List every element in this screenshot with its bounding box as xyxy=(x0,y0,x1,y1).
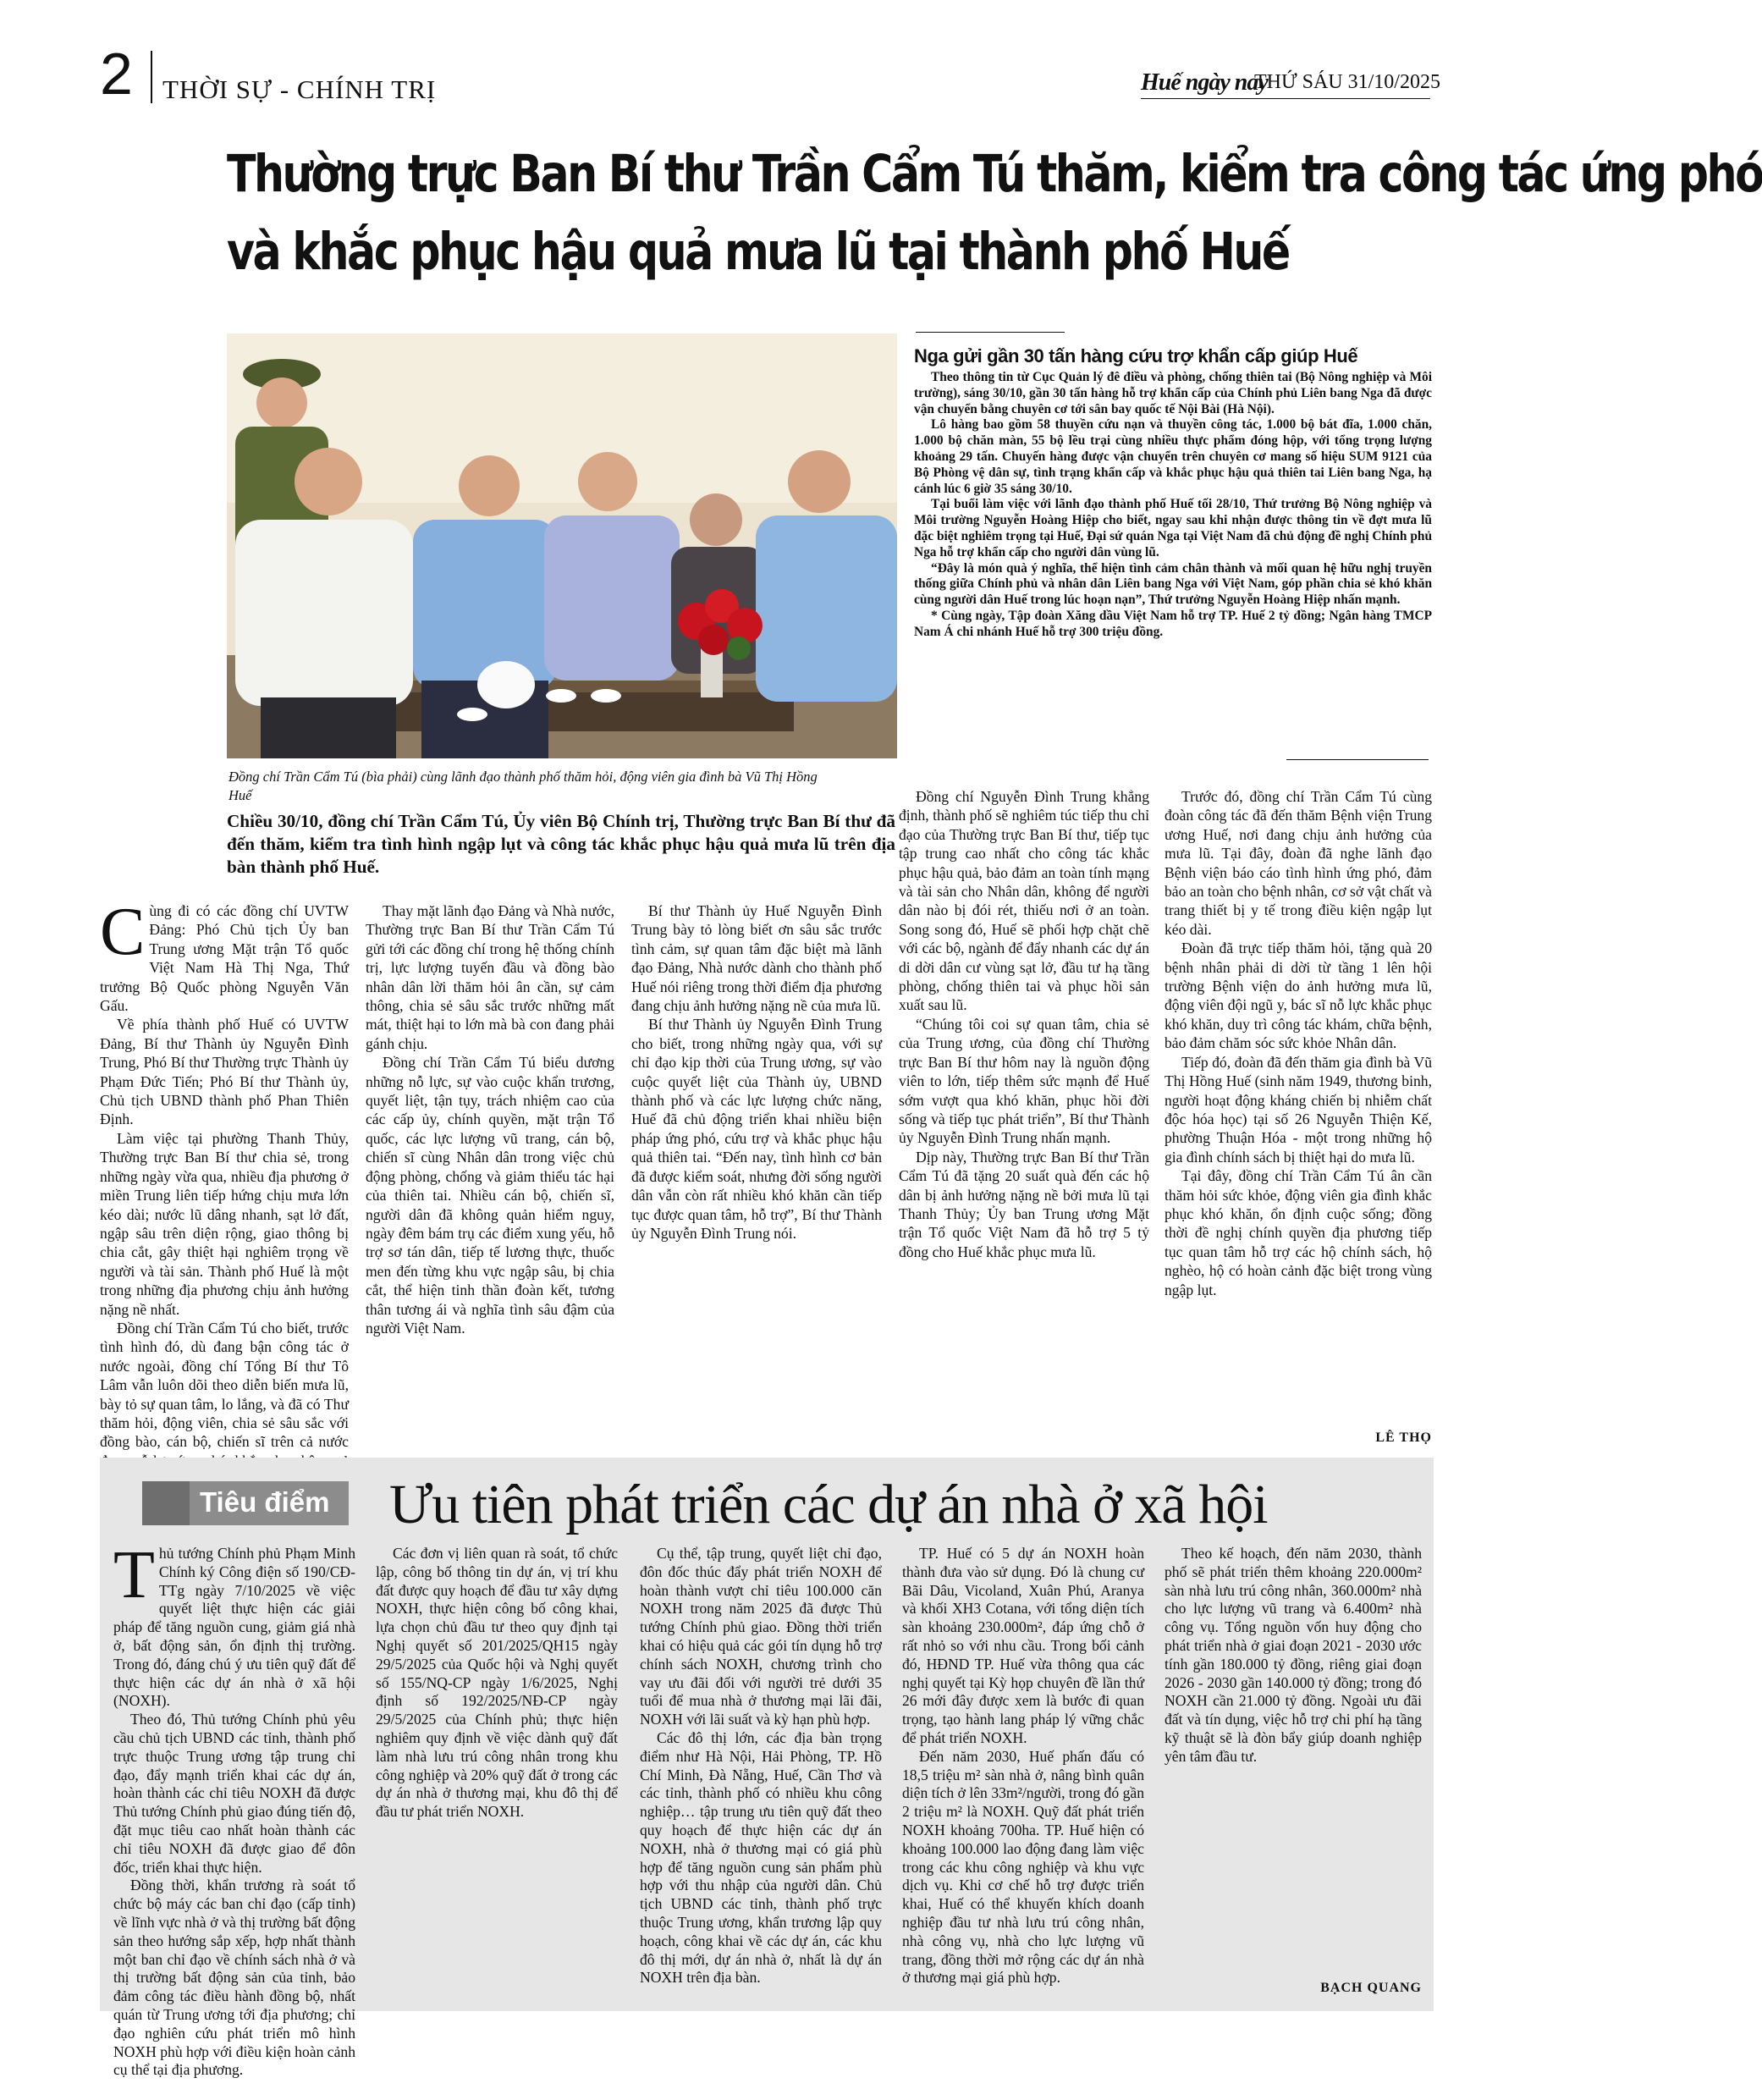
photo-caption: Đồng chí Trần Cẩm Tú (bìa phải) cùng lãnh đạo thành phố thăm hỏi, động viên gia đình bà Vũ Thị Hồng Huế xyxy=(229,769,818,803)
article-paragraph: Bí thư Thành ủy Huế Nguyễn Đình Trung bày tỏ lòng biết ơn sâu sắc trước tình cảm, sự quan tâm đặc biệt mà lãnh đạo Đảng, Nhà nước dành cho thành phố Huế nói riêng trong thời điểm địa phương đang chịu ảnh hưởng nặng nề của mưa lũ. xyxy=(631,902,882,1015)
article-column-1 xyxy=(100,895,349,1490)
focus-label-text: Tiêu điểm xyxy=(200,1486,330,1518)
article-column-2 xyxy=(366,901,614,1337)
article-column-3 xyxy=(631,901,882,1243)
focus-paragraph: Cụ thể, tập trung, quyết liệt chỉ đạo, đôn đốc thúc đẩy phát triển NOXH để hoàn thành vượt chỉ tiêu 100.000 căn NOXH trong năm 2025 đã được Thủ tướng Chính phủ giao. Đồng thời triển khai có hiệu quả các gói tín dụng hỗ trợ chính sách NOXH, chương trình cho vay ưu đãi đối với người trẻ dưới 35 tuổi để mua nhà ở thương mại lãi đãi, NOXH với lãi suất và kỳ hạn phù hợp. xyxy=(640,1545,882,1728)
issue-date: THỨ SÁU 31/10/2025 xyxy=(1254,71,1440,93)
sidebar-paragraph: “Đây là món quà ý nghĩa, thể hiện tình cảm chân thành và mối quan hệ hữu nghị truyền thống giữa Chính phủ và nhân dân Liên bang Nga với Việt Nam, góp phần chia sẻ khó khăn cùng người dân Huế trong lúc hoạn nạn”, Thứ trưởng Nguyễn Hoàng Hiệp nhấn mạnh. xyxy=(914,560,1432,608)
article-paragraph: Trước đó, đồng chí Trần Cẩm Tú cùng đoàn công tác đã đến thăm Bệnh viện Trung ương Huế, nơi đang chịu ảnh hưởng của mưa lũ. Tại đây, đoàn đã nghe lãnh đạo Bệnh viện báo cáo tình hình ứng phó, đảm bảo an toàn cho bệnh nhân, cơ sở vật chất và trang thiết bị y tế trong điều kiện ngập lụt kéo dài. xyxy=(1165,788,1432,938)
sidebar-russia-aid xyxy=(914,345,1432,641)
article-paragraph: Đoàn đã trực tiếp thăm hỏi, tặng quà 20 bệnh nhân phải di dời từ tầng 1 lên hội trường Bệnh viện do ảnh hưởng mưa lũ, động viên đội ngũ y, bác sĩ nỗ lực khắc phục khó khăn, duy trì công tác khám, chữa bệnh, bảo đảm chăm sóc sức khỏe Nhân dân. xyxy=(1165,940,1432,1052)
article-paragraph: Đồng chí Trần Cẩm Tú biểu dương những nỗ lực, sự vào cuộc khẩn trương, quyết liệt, tận tụy, trách nhiệm cao của các cấp ủy, chính quyền, mặt trận Tổ quốc, các lực lượng vũ trang, cán bộ, chiến sĩ cùng Nhân dân trong việc chủ động phòng, chống và giảm thiểu tác hại của thiên tai. Nhiều cán bộ, chiến sĩ, người dân đã không quản hiểm nguy, ngày đêm bám trụ các điểm xung yếu, hỗ trợ sơ tán dân, tiếp tế lương thực, thuốc men đến từng khu vực ngập sâu, bị chia cắt, thể hiện tinh thần đoàn kết, tương thân tương ái và nghĩa tình sâu đậm của người Việt Nam. xyxy=(366,1054,614,1337)
article-paragraph: Tại đây, đồng chí Trần Cẩm Tú ân cần thăm hỏi sức khỏe, động viên gia đình khắc phục khó khăn, ổn định cuộc sống; đồng thời đề nghị chính quyền địa phương tiếp tục quan tâm hỗ trợ các hộ chính sách, hộ nghèo, hộ có hoàn cảnh đặc biệt trong vùng ngập lụt. xyxy=(1165,1167,1432,1298)
article-paragraph: “Chúng tôi coi sự quan tâm, chia sẻ của Trung ương, của đồng chí Thường trực Ban Bí thư hôm nay là nguồn động viên to lớn, tiếp thêm sức mạnh để Huế sớm vượt qua khó khăn, phục hồi đời sống và tiếp tục phát triển”, Bí thư Thành ủy Nguyễn Đình Trung nhấn mạnh. xyxy=(899,1015,1149,1147)
sidebar-bottom-rule xyxy=(1286,759,1429,760)
article-column-5 xyxy=(1165,787,1432,1299)
sidebar-top-rule xyxy=(916,332,1065,333)
focus-headline: Ưu tiên phát triển các dự án nhà ở xã hội xyxy=(389,1474,1268,1535)
focus-paragraph: hủ tướng Chính phủ Phạm Minh Chính ký Công điện số 190/CĐ-TTg ngày 7/10/2025 về việc quyết liệt thực hiện các giải pháp để tăng nguồn cung, giảm giá nhà ở, bất động sản, ổn định thị trường. Trong đó, đáng chú ý ưu tiên quỹ đất để thực hiện các dự án nhà ở xã hội (NOXH). xyxy=(113,1545,355,1710)
focus-column-2 xyxy=(376,1545,618,1822)
article-paragraph: Thay mặt lãnh đạo Đảng và Nhà nước, Thường trực Ban Bí thư Trần Cẩm Tú gửi tới các đồng chí trong hệ thống chính trị, lực lượng tuyến đầu và đồng bào nhân dân lời thăm hỏi ân cần, sự cảm thông, chia sẻ sâu sắc trước những mất mát, thiệt hại to lớn mà bà con đang phải gánh chịu. xyxy=(366,902,614,1052)
header-rule xyxy=(1141,98,1430,99)
article-paragraph: Làm việc tại phường Thanh Thủy, Thường trực Ban Bí thư chia sẻ, trong những ngày vừa qua, nhiều địa phương ở miền Trung liên tiếp hứng chịu mưa lớn kéo dài; nước lũ dâng nhanh, sạt lở đất, ngập sâu trên diện rộng, giao thông bị chia cắt, gây thiệt hại nghiêm trọng về người và tài sản. Thành phố Huế là một trong những địa phương chịu ảnh hưởng nặng nề nhất. xyxy=(100,1129,349,1318)
article-lead: Chiều 30/10, đồng chí Trần Cẩm Tú, Ủy viên Bộ Chính trị, Thường trực Ban Bí thư đã đến thăm, kiểm tra tình hình ngập lụt và công tác khắc phục hậu quả mưa lũ trên địa bàn thành phố Huế. xyxy=(227,811,895,877)
article-paragraph: Bí thư Thành ủy Nguyễn Đình Trung cho biết, trong những ngày qua, với sự chỉ đạo kịp thời của Trung ương, sự vào cuộc quyết liệt của Thành ủy, UBND thành phố và các lực lượng chức năng, Huế đã chủ động triển khai nhiều biện pháp ứng phó, cứu trợ và khắc phục hậu quả thiên tai. “Đến nay, tình hình cơ bản đã được kiểm soát, nhưng đời sống người dân vẫn còn rất nhiều khó khăn cần tiếp tục được quan tâm, hỗ trợ”, Bí thư Thành ủy Nguyễn Đình Trung nói. xyxy=(631,1016,882,1242)
main-headline xyxy=(227,135,1762,291)
article-paragraph: Dịp này, Thường trực Ban Bí thư Trần Cẩm Tú đã tặng 20 suất quà đến các hộ dân bị ảnh hưởng nặng nề bởi mưa lũ tại Thanh Thủy; Ủy ban Trung ương Mặt trận Tổ quốc Việt Nam đã hỗ trợ 5 tỷ đồng cho Huế khắc phục mưa lũ. xyxy=(899,1148,1149,1260)
article-paragraph: Về phía thành phố Huế có UVTW Đảng, Bí thư Thành ủy Nguyễn Đình Trung, Phó Bí thư Thường trực Thành ủy Phạm Đức Tiến; Phó Bí thư Thành ủy, Chủ tịch UBND thành phố Phan Thiên Định. xyxy=(100,1016,349,1128)
sidebar-paragraph: Theo thông tin từ Cục Quản lý đê điều và phòng, chống thiên tai (Bộ Nông nghiệp và Môi trường), sáng 30/10, gần 30 tấn hàng hỗ trợ khẩn cấp của Chính phủ Liên bang Nga đã được vận chuyển bằng chuyên cơ tới sân bay quốc tế Nội Bài (Hà Nội). xyxy=(914,370,1432,416)
focus-paragraph: TP. Huế có 5 dự án NOXH hoàn thành đưa vào sử dụng. Đó là chung cư Bãi Dâu, Vicoland, Xuân Phú, Aranya và khối XH3 Cotana, với tổng diện tích sàn khoảng 230.000m², đáp ứng chỗ ở rất nhỏ so với nhu cầu. Trong bối cảnh đó, HĐND TP. Huế vừa thông qua các nghị quyết tại Kỳ họp chuyên đề lần thứ 26 mới đây được xem là bước đi quan trọng, tạo hành lang pháp lý vững chắc để phát triển NOXH. xyxy=(902,1545,1144,1746)
article-column-4 xyxy=(899,787,1149,1261)
masthead: Huế ngày nay xyxy=(1141,69,1268,96)
focus-paragraph: Các đô thị lớn, các địa bàn trọng điểm như Hà Nội, Hải Phòng, TP. Hồ Chí Minh, Đà Nẵng, Huế, Cần Thơ và các tỉnh, thành phố có nhiều khu công nghiệp… tập trung ưu tiên quỹ đất theo quy hoạch để thực hiện các dự án NOXH, nhà ở thương mại có giá phù hợp để tăng nguồn cung sản phẩm phù hợp với thu nhập của người dân. Chủ tịch UBND các tỉnh, thành phố trực thuộc Trung ương, khẩn trương lập quy hoạch, công khai về các dự án, các khu đô thị mới, dự án nhà ở, nhất là dự án NOXH trên địa bàn. xyxy=(640,1728,882,1987)
focus-paragraph: Theo đó, Thủ tướng Chính phủ yêu cầu chủ tịch UBND các tỉnh, thành phố trực thuộc Trung ương tập trung chỉ đạo, đẩy mạnh triển khai các dự án, hoàn thành các chỉ tiêu NOXH đã được Thủ tướng Chính phủ giao đúng tiến độ, đặt mục tiêu cao nhất hoàn thành các chỉ tiêu NOXH đã được giao để đôn đốc, triển khai thực hiện. xyxy=(113,1711,355,1876)
focus-column-1 xyxy=(113,1538,355,2080)
article-paragraph: ùng đi có các đồng chí UVTW Đảng: Phó Chủ tịch Ủy ban Trung ương Mặt trận Tổ quốc Việt Nam Hà Thị Nga, Thứ trưởng Bộ Quốc phòng Nguyễn Văn Gấu. xyxy=(100,902,349,1015)
drop-cap: T xyxy=(113,1538,155,1612)
header-divider xyxy=(151,51,152,103)
focus-paragraph: Đến năm 2030, Huế phấn đấu có 18,5 triệu m² sàn nhà ở, nâng bình quân diện tích ở lên 33m²/người, trong đó gần 2 triệu m² là NOXH. Quỹ đất phát triển NOXH khoảng 700ha. TP. Huế hiện có khoảng 100.000 lao động đang làm việc trong các khu công nghiệp và khu vực dịch vụ. Khi cơ chế hỗ trợ được triển khai, Huế có thể khuyến khích doanh nghiệp đầu tư nhà lưu trú công nhân, nhà công vụ, nhà cho lực lượng vũ trang, đồng thời mở rộng các dự án nhà ở thương mại giá phù hợp. xyxy=(902,1747,1144,1987)
page-number: 2 xyxy=(100,41,133,107)
focus-byline: BẠCH QUANG xyxy=(1320,1981,1422,1995)
focus-column-5 xyxy=(1165,1545,1422,1767)
focus-paragraph: Các đơn vị liên quan rà soát, tổ chức lập, công bố thông tin dự án, vị trí khu đất được quy hoạch để đầu tư xây dựng NOXH, thực hiện công bố công khai, lựa chọn chủ đầu tư theo quy định tại Nghị quyết số 201/2025/QH15 ngày 29/5/2025 của Quốc hội và Nghị quyết số 155/NQ-CP ngày 1/6/2025, Nghị định số 192/2025/NĐ-CP ngày 29/5/2025 của Chính phủ; thực hiện nghiêm quy định về việc dành quỹ đất làm nhà lưu trú công nhân trong khu công nghiệp và 20% quỹ đất ở trong các dự án nhà ở thương mại, khu đô thị để đầu tư phát triển NOXH. xyxy=(376,1545,618,1821)
focus-paragraph: Theo kế hoạch, đến năm 2030, thành phố sẽ phát triển thêm khoảng 220.000m² sàn nhà lưu trú công nhân, 360.000m² nhà cho lực lượng vũ trang và 6.400m² nhà công vụ. Tổng nguồn vốn huy động cho phát triển nhà ở giai đoạn 2021 - 2030 ước tính gần 180.000 tỷ đồng, riêng giai đoạn 2026 - 2030 gần 140.000 tỷ đồng; trong đó NOXH cần 21.000 tỷ đồng. Ngoài ưu đãi đất và tín dụng, việc hỗ trợ chi phí hạ tầng kỹ thuật sẽ là đòn bẩy giúp doanh nghiệp yên tâm đầu tư. xyxy=(1165,1545,1422,1765)
focus-column-4 xyxy=(902,1545,1144,1987)
sidebar-paragraph: * Cùng ngày, Tập đoàn Xăng dầu Việt Nam hỗ trợ TP. Huế 2 tỷ đồng; Ngân hàng TMCP Nam Á chi nhánh Huế hỗ trợ 300 triệu đồng. xyxy=(914,608,1432,639)
focus-label-accent xyxy=(142,1481,190,1525)
sidebar-title: Nga gửi gần 30 tấn hàng cứu trợ khẩn cấp giúp Huế xyxy=(914,345,1358,367)
focus-column-3 xyxy=(640,1545,882,1987)
section-title: THỜI SỰ - CHÍNH TRỊ xyxy=(162,74,437,104)
headline-line-1: Thường trực Ban Bí thư Trần Cẩm Tú thăm, kiểm tra công tác ứng phó xyxy=(227,144,1762,204)
article-paragraph: Đồng chí Trần Cẩm Tú cho biết, trước tình hình đó, dù đang bận công tác ở nước ngoài, đồng chí Tổng Bí thư Tô Lâm vẫn luôn dõi theo diễn biến mưa lũ, bày tỏ sự quan tâm, lo lắng, và đã có Thư thăm hỏi, động viên, chia sẻ sâu sắc với đồng bào, cán bộ, chiến sĩ trên cả nước xyxy=(100,1319,349,1451)
focus-paragraph: Đồng thời, khẩn trương rà soát tổ chức bộ máy các ban chỉ đạo (cấp tỉnh) về lĩnh vực nhà ở và thị trường bất động sản theo hướng sắp xếp, hợp nhất thành một ban chỉ đạo về chính sách nhà ở và thị trường bất động sản của tỉnh, bảo đảm công tác điều hành đồng bộ, nhất quán từ Trung ương tới địa phương; chỉ đạo nghiên cứu phát triển mô hình NOXH phù hợp với điều kiện hoàn cảnh cụ thể tại địa phương. xyxy=(113,1877,355,2079)
article-byline: LÊ THỌ xyxy=(1375,1430,1432,1445)
sidebar-paragraph: Lô hàng bao gồm 58 thuyền cứu nạn và thuyền công tác, 1.000 bộ bát đĩa, 1.000 chăn, 1.000 bộ chăn màn, 55 bộ lều trại cùng nhiều thực phẩm đóng hộp, với tổng trọng lượng khoảng 29 tấn. Chuyến hàng được vận chuyển trên chuyên cơ mang số hiệu SUM 9121 của Bộ Phòng vệ dân sự, tình trạng khẩn cấp và khắc phục hậu quả thiên tai Liên bang Nga, hạ cánh lúc 6 giờ 35 sáng 30/10. xyxy=(914,417,1432,496)
drop-cap: C xyxy=(100,895,146,969)
article-paragraph: Đồng chí Nguyễn Đình Trung khẳng định, thành phố sẽ nghiêm túc tiếp thu chỉ đạo của Thường trực Ban Bí thư, tiếp tục tập trung cao nhất cho công tác khắc phục hậu quả, bảo đảm an toàn tính mạng và tài sản cho Nhân dân, không để người dân nào bị đói rét, thiếu nơi ở an toàn. Song song đó, Huế sẽ phối hợp chặt chẽ với các bộ, ngành để đẩy nhanh các dự án di dời dân cư vùng sạt lở, đầu tư hạ tầng phòng, chống thiên tai và phục hồi sản xuất sau lũ. xyxy=(899,788,1149,1014)
article-paragraph: Tiếp đó, đoàn đã đến thăm gia đình bà Vũ Thị Hồng Huế (sinh năm 1949, thương binh, người hoạt động kháng chiến bị nhiễm chất độc hóa học) tại số 26 Nguyễn Thiện Kế, phường Thuận Hóa - một trong những hộ gia đình chính sách bị thiệt hại do mưa lũ. xyxy=(1165,1053,1432,1166)
sidebar-paragraph: Tại buổi làm việc với lãnh đạo thành phố Huế tối 28/10, Thứ trưởng Bộ Nông nghiệp và Môi trường Nguyễn Hoàng Hiệp cho biết, ngay sau khi nhận được thông tin về đợt mưa lũ đặc biệt nghiêm trọng tại Huế, Đại sứ quán Nga tại Việt Nam đã chủ động đề nghị Chính phủ Nga hỗ trợ khẩn cấp cho người dân vùng lũ. xyxy=(914,497,1432,559)
headline-line-2: và khắc phục hậu quả mưa lũ tại thành phố Huế xyxy=(227,222,1289,282)
article-photo xyxy=(227,333,897,758)
